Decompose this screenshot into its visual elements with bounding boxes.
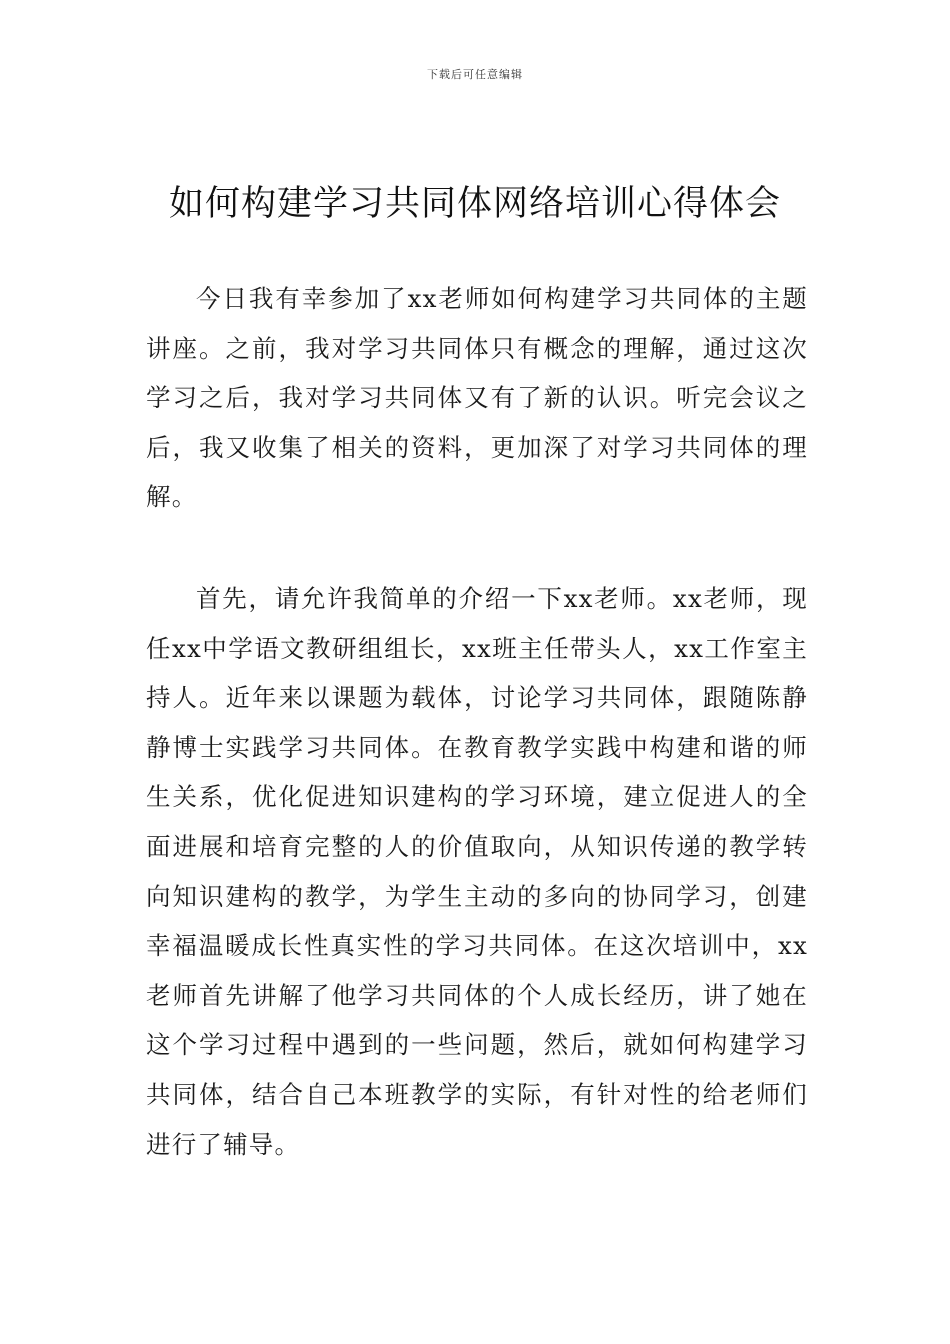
- document-title: 如何构建学习共同体网络培训心得体会: [168, 184, 781, 224]
- body-paragraph-2: 首先，请允许我简单的介绍一下xx老师。xx老师，现任xx中学语文教研组组长，xx班主任带头人，xx工作室主持人。近年来以课题为载体，讨论学习共同体，跟随陈静静博士实践学习共同体。在教育教学实践中构建和谐的师生关系，优化促进知识建构的学习环境，建立促进人的全面进展和培育完整的人的价值取向，从知识传递的教学转向知识建构的教学，为学生主动的多向的协同学习，创建幸福温暖成长性真实性的学习共同体。在这次培训中，xx老师首先讲解了他学习共同体的个人成长经历，讲了她在这个学习过程中遇到的一些问题，然后，就如何构建学习共同体，结合自己本班教学的实际，有针对性的给老师们进行了辅导。: [146, 584, 808, 1159]
- body-paragraph-1: 今日我有幸参加了xx老师如何构建学习共同体的主题讲座。之前，我对学习共同体只有概念的理解，通过这次学习之后，我对学习共同体又有了新的认识。听完会议之后，我又收集了相关的资料，更加深了对学习共同体的理解。: [146, 284, 808, 512]
- header-note: 下载后可任意编辑: [427, 68, 523, 81]
